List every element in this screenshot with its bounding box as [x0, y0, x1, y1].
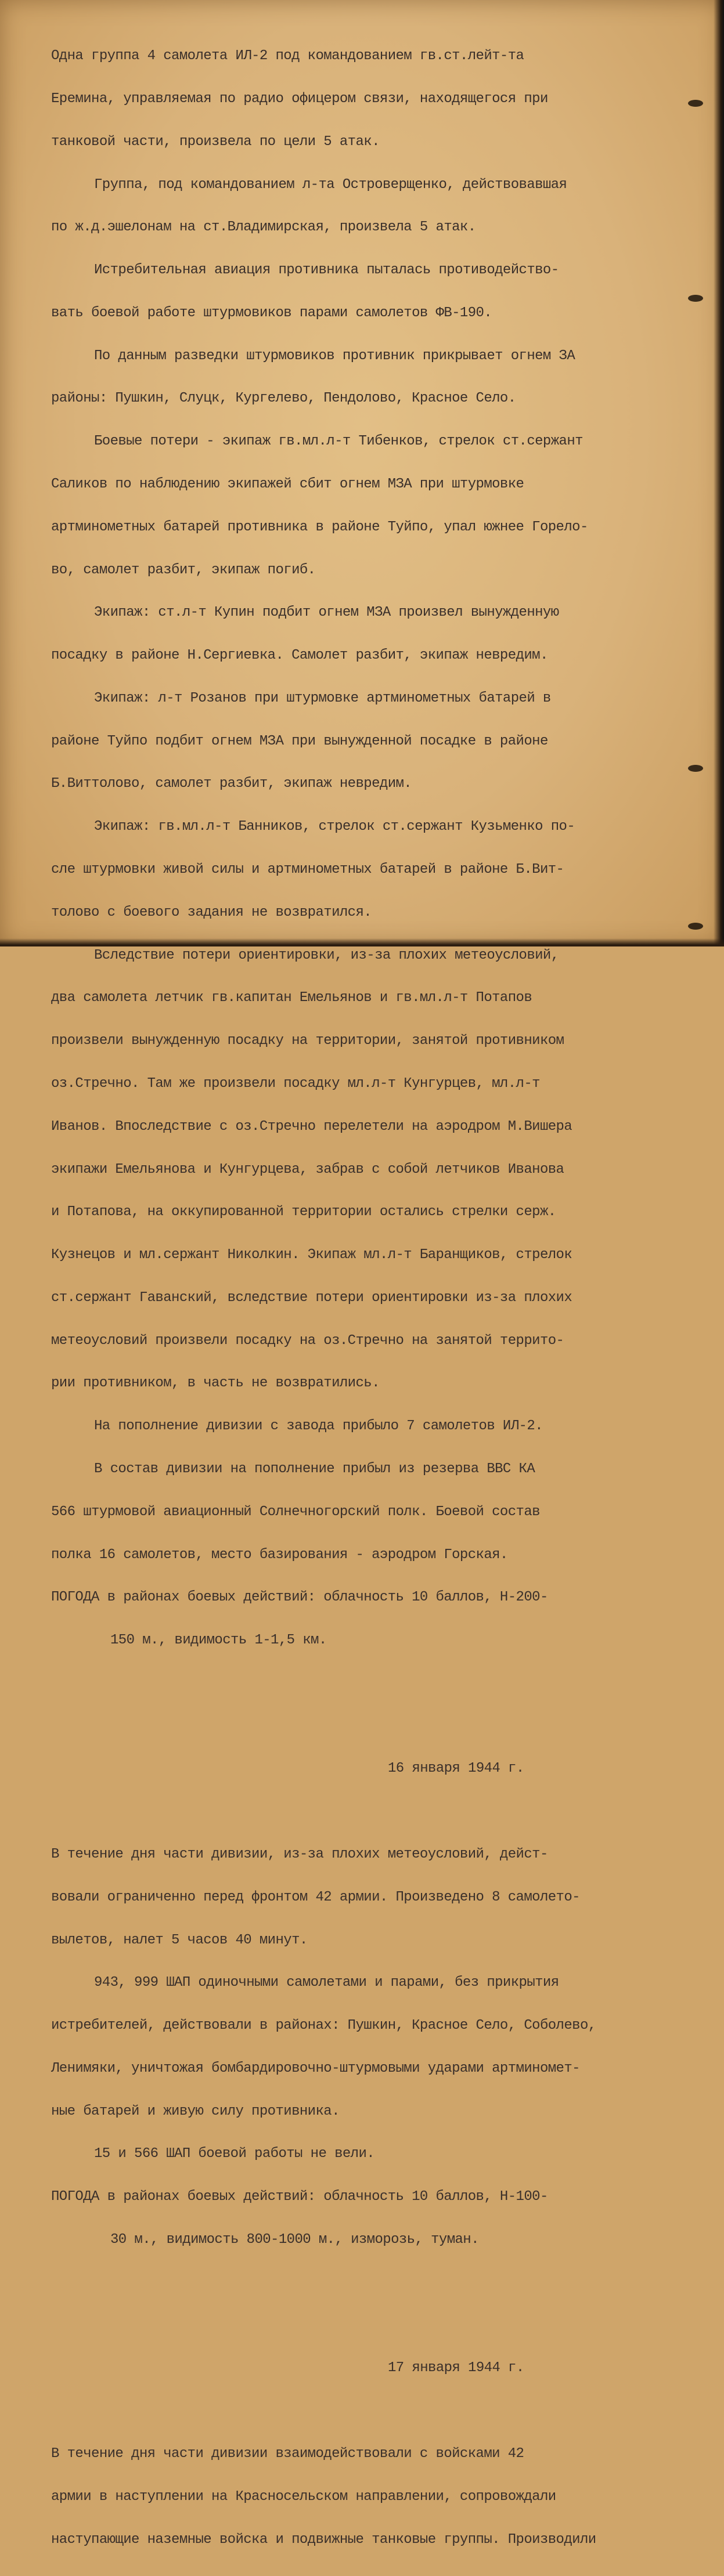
text-line: ст.сержант Гаванский, вследствие потери ориентировки из-за плохих — [51, 1289, 572, 1306]
text-line: армии в наступлении на Красносельском направлении, сопровождали — [51, 2488, 556, 2505]
text-line: В течение дня части дивизии, из-за плохих метеоусловий, дейст- — [51, 1847, 548, 1862]
blank-line — [51, 1719, 678, 1734]
text-line: Кузнецов и мл.сержант Николкин. Экипаж мл.л-т Баранщиков, стрелок — [51, 1247, 572, 1263]
text-line: посадку в районе Н.Сергиевка. Самолет разбит, экипаж невредим. — [51, 648, 548, 664]
text-line: В состав дивизии на пополнение прибыл из резерва ВВС КА — [94, 1461, 535, 1477]
text-line: Экипаж: ст.л-т Купин подбит огнем МЗА произвел вынужденную — [94, 605, 559, 621]
text-line: Экипаж: гв.мл.л-т Банников, стрелок ст.сержант Кузьменко по- — [94, 819, 575, 835]
text-line: 566 штурмовой авиационный Солнечногорский полк. Боевой состав — [51, 1504, 540, 1520]
text-line: ные батарей и живую силу противника. — [51, 2103, 340, 2119]
text-line: оз.Стречно. Там же произвели посадку мл.л-т Кунгурцев, мл.л-т — [51, 1075, 540, 1092]
text-line: полка 16 самолетов, место базирования - аэродром Горская. — [51, 1547, 508, 1563]
text-line: Боевые потери - экипаж гв.мл.л-т Тибенков, стрелок ст.сержант — [94, 433, 583, 450]
text-line: толово с боевого задания не возвратился. — [51, 904, 372, 920]
text-line: 15 и 566 ШАП боевой работы не вели. — [94, 2146, 375, 2162]
blank-line — [51, 2404, 678, 2419]
text-line: сле штурмовки живой силы и артминометных батарей в районе Б.Вит- — [51, 862, 564, 878]
blank-line — [51, 1677, 678, 1691]
text-line: 30 м., видимость 800-1000 м., изморозь, туман. — [110, 2232, 479, 2248]
text-line: артминометных батарей противника в районе Туйпо, упал южнее Горело- — [51, 519, 588, 535]
typed-report-text — [51, 21, 678, 2575]
text-line: во, самолет разбит, экипаж погиб. — [51, 562, 316, 578]
text-line: по ж.д.эшелонам на ст.Владимирская, произвела 5 атак. — [51, 219, 476, 236]
date-heading: 17 января 1944 г. — [388, 2360, 524, 2376]
text-line: метеоусловий произвели посадку на оз.Стречно на занятой террито- — [51, 1332, 564, 1349]
page-edge-shadow — [714, 0, 724, 946]
text-line: ПОГОДА в районах боевых действий: облачность 10 баллов, Н-100- — [51, 2189, 548, 2205]
date-heading: 16 января 1944 г. — [388, 1761, 524, 1777]
text-line: экипажи Емельянова и Кунгурцева, забрав с собой летчиков Иванова — [51, 1161, 564, 1177]
text-line: танковой части, произвела по цели 5 атак. — [51, 133, 380, 150]
text-line: На пополнение дивизии с завода прибыло 7 самолетов ИЛ-2. — [94, 1418, 543, 1435]
text-line: рии противником, в часть не возвратились. — [51, 1375, 380, 1392]
text-line: Одна группа 4 самолета ИЛ-2 под командованием гв.ст.лейт-та — [51, 48, 524, 64]
punch-hole — [688, 295, 703, 302]
text-line: 943, 999 ШАП одиночными самолетами и парами, без прикрытия — [94, 1975, 559, 1991]
blank-line — [51, 2276, 678, 2290]
text-line: вовали ограниченно перед фронтом 42 армии. Произведено 8 самолето- — [51, 1889, 580, 1905]
text-line: Экипаж: л-т Розанов при штурмовке артминометных батарей в — [94, 690, 551, 706]
text-line: вать боевой работе штурмовиков парами самолетов ФВ-190. — [51, 305, 492, 321]
punch-hole — [688, 765, 703, 772]
punch-hole — [688, 923, 703, 930]
text-line: районы: Пушкин, Слуцк, Кургелево, Пендолово, Красное Село. — [51, 391, 516, 407]
text-line: районе Туйпо подбит огнем МЗА при вынужденной посадке в районе — [51, 733, 548, 749]
text-line: два самолета летчик гв.капитан Емельянов и гв.мл.л-т Потапов — [51, 990, 532, 1006]
text-line: Группа, под командованием л-та Островерщенко, действовавшая — [94, 176, 567, 193]
text-line: наступающие наземные войска и подвижные танковые группы. Производили — [51, 2531, 596, 2548]
blank-line — [51, 2319, 678, 2333]
text-line: Саликов по наблюдению экипажей сбит огнем МЗА при штурмовке — [51, 476, 524, 492]
text-line: Истребительная авиация противника пыталась противодейство- — [94, 262, 559, 279]
text-line: 150 м., видимость 1-1,5 км. — [110, 1632, 327, 1649]
punch-hole — [688, 100, 703, 107]
text-line: В течение дня части дивизии взаимодействовали с войсками 42 — [51, 2445, 524, 2462]
text-line: Ленимяки, уничтожая бомбардировочно-штурмовыми ударами артминомет- — [51, 2060, 580, 2076]
text-line: По данным разведки штурмовиков противник прикрывает огнем ЗА — [94, 348, 575, 364]
text-line: Иванов. Впоследствие с оз.Стречно перелетели на аэродром М.Вишера — [51, 1118, 572, 1135]
text-line: произвели вынужденную посадку на территории, занятой противником — [51, 1033, 564, 1049]
text-line: и Потапова, на оккупированной территории остались стрелки серж. — [51, 1204, 556, 1220]
text-line: Б.Виттолово, самолет разбит, экипаж невредим. — [51, 776, 412, 792]
text-line: ПОГОДА в районах боевых действий: облачность 10 баллов, Н-200- — [51, 1589, 548, 1606]
text-line: истребителей, действовали в районах: Пушкин, Красное Село, Соболево, — [51, 2018, 596, 2034]
text-line: Еремина, управляемая по радио офицером связи, находящегося при — [51, 91, 548, 107]
text-line: вылетов, налет 5 часов 40 минут. — [51, 1932, 308, 1948]
blank-line — [51, 1805, 678, 1819]
text-line: Вследствие потери ориентировки, из-за плохих метеоусловий, — [94, 947, 559, 963]
